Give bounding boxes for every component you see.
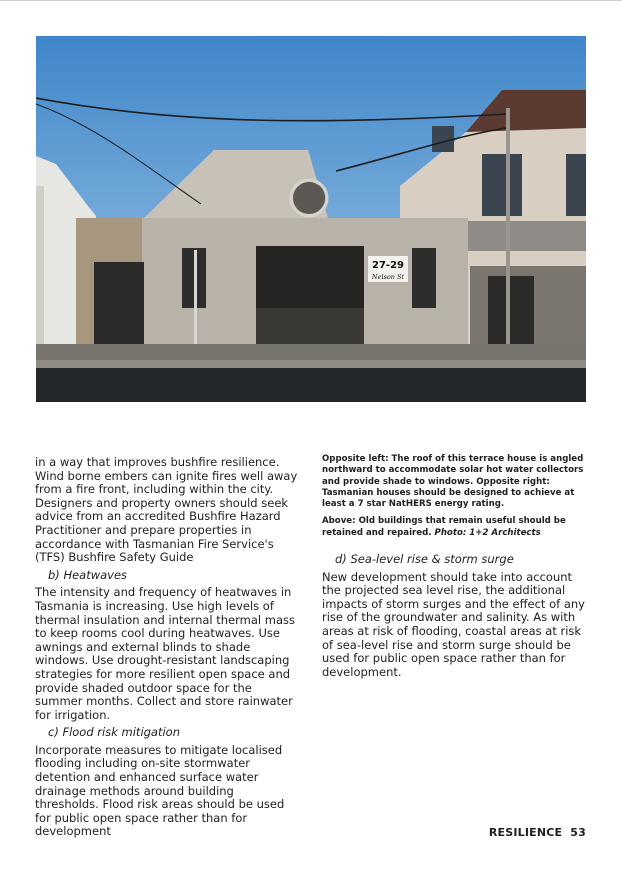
left-column xyxy=(35,456,301,839)
sealevel-paragraph: New development should take into account the projected sea level rise, the additional impacts of storm surges and the effect of any rise of the groundwater and salinity. As with areas at risk of flooding, coastal areas at risk of sea-level rise and storm surge should be used for public open space rather than for development. xyxy=(322,569,585,679)
page-number: 53 xyxy=(570,826,586,839)
heatwaves-heading: b) Heatwaves xyxy=(48,567,128,582)
footpath xyxy=(36,344,586,360)
utility-pole xyxy=(506,108,510,358)
sign-number: 27-29 xyxy=(372,260,404,271)
round-window xyxy=(293,182,325,214)
building-photo xyxy=(36,36,586,402)
caption-above xyxy=(322,516,586,539)
sign-street: Nelson St xyxy=(371,273,405,281)
caption-opposite: Opposite left: The roof of this terrace house is angled northward to accommodate solar hot water collectors and provide shade to windows. Opposite right: Tasmanian houses should be designed to achieve at least a 7 star NatHERS energy rating. xyxy=(322,454,584,510)
flood-paragraph: Incorporate measures to mitigate localised flooding including on-site stormwater detention and enhanced surface water drainage methods around building thresholds. Flood risk areas should be used for public open space rather than for development xyxy=(35,742,285,839)
page-footer xyxy=(489,826,586,839)
heatwaves-paragraph: The intensity and frequency of heatwaves in Tasmania is increasing. Use high levels of thermal insulation and internal thermal mass to keep rooms cool during heatwaves. Use awnings and external blinds to shade windows. Use drought-resistant landscaping strategies for more resilient open space and provide shaded outdoor space for the summer months. Collect and store rainwater for irrigation. xyxy=(35,585,295,722)
right-column xyxy=(322,454,586,679)
road xyxy=(36,368,586,402)
top-rule xyxy=(0,0,622,1)
caption-above-text: Above: Old buildings that remain useful should be retained and repaired. xyxy=(322,516,566,538)
photo-credit: Photo: 1+2 Architects xyxy=(434,527,541,538)
section-title: RESILIENCE xyxy=(488,826,563,839)
sealevel-heading: d) Sea-level rise & storm surge xyxy=(335,552,514,567)
left-door xyxy=(94,262,144,346)
bushfire-paragraph: in a way that improves bushfire resilience. Wind borne embers can ignite fires well away from a fire front, including within the city. Designers and property owners should seek advice from an accredited Bushfire Hazard Practitioner and prepare properties in accordance with Tasmanian Fire Service's (TFS) Bushfire Safety Guide xyxy=(35,455,298,565)
flood-heading: c) Flood risk mitigation xyxy=(48,725,181,740)
